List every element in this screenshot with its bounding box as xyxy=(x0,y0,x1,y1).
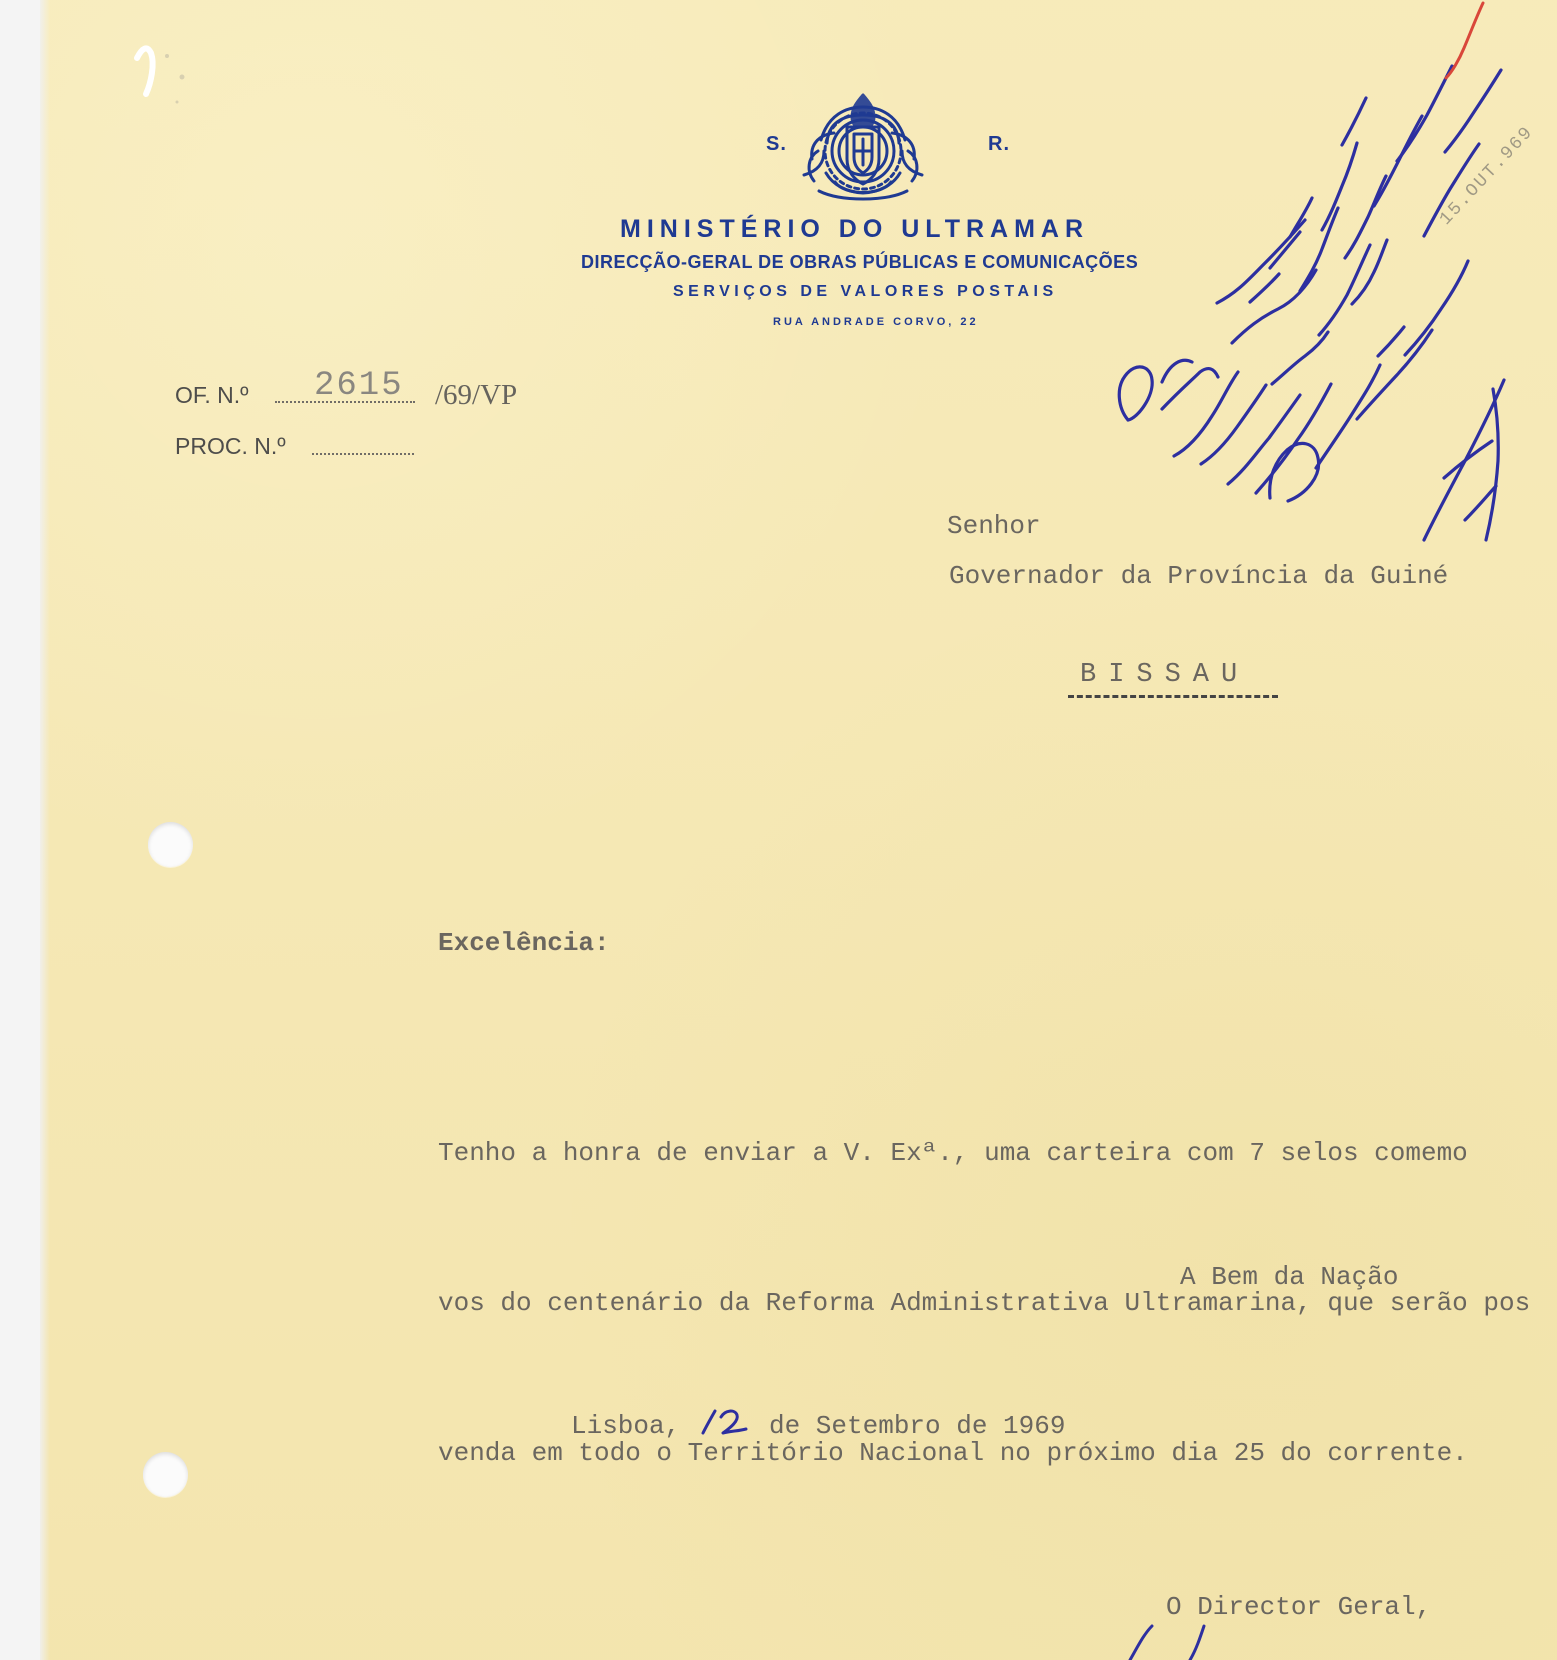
punch-hole-upper xyxy=(148,822,193,867)
handwritten-signature-start xyxy=(1120,1622,1270,1660)
of-suffix: /69/VP xyxy=(435,379,518,411)
letter-body xyxy=(438,1028,1557,1578)
directorate-title: DIRECÇÃO-GERAL DE OBRAS PÚBLICAS E COMUNICAÇÕES xyxy=(581,252,1139,272)
recipient-title: Governador da Província da Guiné xyxy=(949,561,1449,591)
paper-edge xyxy=(40,0,50,1660)
letterhead-left-initial: S. xyxy=(766,133,787,155)
handwritten-annotation xyxy=(1100,0,1557,560)
punch-hole-lower xyxy=(143,1452,188,1497)
date-suffix: de Setembro de 1969 xyxy=(769,1411,1066,1441)
ministry-title: MINISTÉRIO DO ULTRAMAR xyxy=(620,215,1090,243)
date-prefix: Lisboa, xyxy=(571,1411,681,1441)
city-underline xyxy=(1068,695,1278,698)
red-check-mark xyxy=(1440,0,1490,90)
services-title: SERVIÇOS DE VALORES POSTAIS xyxy=(673,283,1058,300)
coat-of-arms-icon xyxy=(780,85,946,205)
recipient-salutation: Senhor xyxy=(947,511,1041,541)
address-line: RUA ANDRADE CORVO, 22 xyxy=(773,316,979,328)
received-stamp: 15.OUT.969 xyxy=(1436,122,1538,230)
proc-label: PROC. N.º xyxy=(175,433,286,459)
proc-number-dots xyxy=(312,453,414,455)
letter-greeting: Excelência: xyxy=(438,928,610,958)
paper-specks xyxy=(128,22,208,107)
handwritten-date-day xyxy=(697,1403,753,1439)
sign-off: A Bem da Nação xyxy=(1180,1262,1399,1292)
recipient-city: BISSAU xyxy=(1080,660,1250,690)
signatory-title: O Director Geral, xyxy=(1166,1592,1432,1622)
body-line-3: venda em todo o Território Nacional no próximo dia 25 do corrente. xyxy=(438,1438,1468,1468)
body-line-2: vos do centenário da Reforma Administrativa Ultramarina, que serão pos xyxy=(438,1288,1531,1318)
body-line-1: Tenho a honra de enviar a V. Exª., uma carteira com 7 selos comemo xyxy=(438,1138,1468,1168)
of-number: 2615 xyxy=(314,367,404,405)
of-label: OF. N.º xyxy=(175,382,249,408)
letterhead-right-initial: R. xyxy=(988,133,1010,155)
letter-page xyxy=(40,0,1557,1660)
